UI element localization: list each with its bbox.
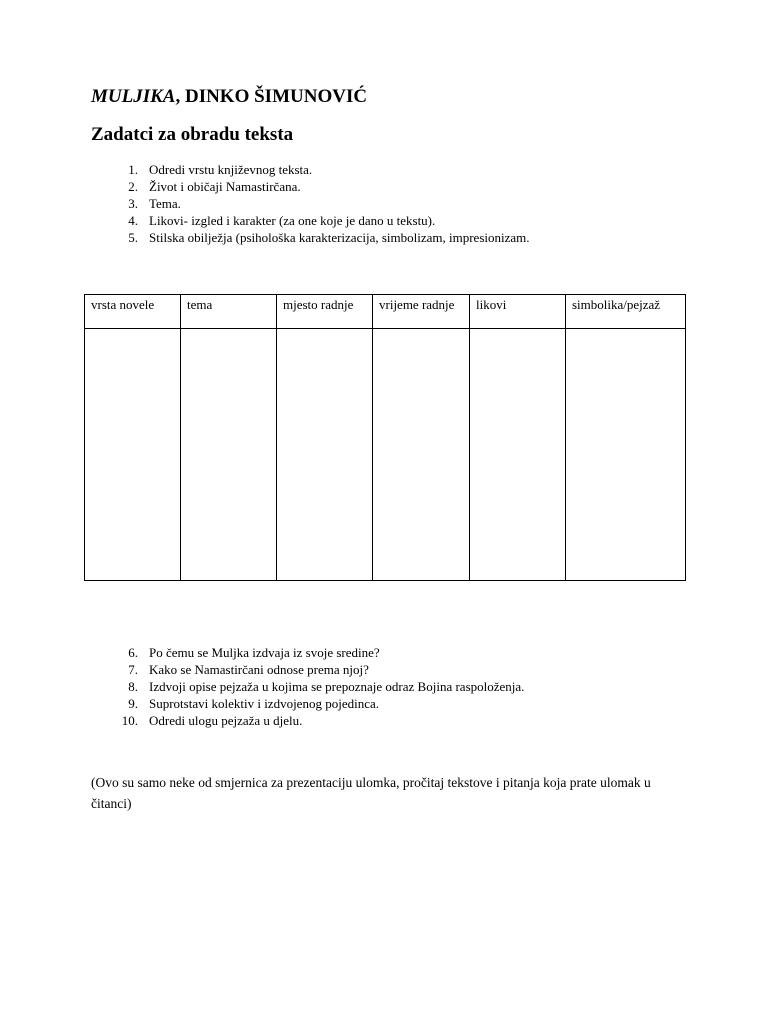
list-item-number: 3.: [128, 196, 138, 211]
table-header-row: [85, 295, 686, 329]
list-item-number: 2.: [128, 179, 138, 194]
analysis-table: [84, 294, 686, 581]
table-header-cell: vrsta novele: [85, 295, 181, 329]
page-title: [91, 86, 367, 108]
list-item: [102, 678, 524, 695]
list-item-text: Likovi- izgled i karakter (za one koje je dano u tekstu).: [149, 213, 436, 228]
list-item-text: Izdvoji opise pejzaža u kojima se prepoznaje odraz Bojina raspoloženja.: [149, 679, 525, 694]
table-empty-cell: [566, 329, 686, 581]
list-item-text: Po čemu se Muljka izdvaja iz svoje sredine?: [149, 645, 380, 660]
list-item-text: Život i običaji Namastirčana.: [149, 179, 301, 194]
title-work-name: MULJIKA: [91, 86, 176, 107]
list-item-text: Tema.: [149, 196, 181, 211]
list-item: [102, 195, 530, 212]
list-item: [102, 712, 524, 729]
list-item: [102, 661, 524, 678]
note-paragraph: (Ovo su samo neke od smjernica za prezentaciju ulomka, pročitaj tekstove i pitanja koja prate ulomak u čitanci): [91, 775, 651, 811]
table-header-cell: likovi: [470, 295, 566, 329]
list-item-number: 7.: [128, 662, 138, 677]
list-item: [102, 229, 530, 246]
list-item-number: 10.: [121, 713, 138, 728]
table-empty-cell: [181, 329, 277, 581]
list-item-number: 9.: [128, 696, 138, 711]
list-item: [102, 695, 524, 712]
list-item-text: Kako se Namastirčani odnose prema njoj?: [149, 662, 369, 677]
list-item: [102, 212, 530, 229]
list-item-text: Odredi ulogu pejzaža u djelu.: [149, 713, 303, 728]
table-empty-cell: [85, 329, 181, 581]
list-item: [102, 644, 524, 661]
list-item-number: 1.: [128, 162, 138, 177]
task-list-part1: [102, 161, 530, 246]
section-heading: Zadatci za obradu teksta: [91, 124, 294, 145]
table-header-cell: vrijeme radnje: [373, 295, 470, 329]
table-row: [85, 329, 686, 581]
table-empty-cell: [277, 329, 373, 581]
list-item-number: 8.: [128, 679, 138, 694]
table-header-cell: mjesto radnje: [277, 295, 373, 329]
table-header-cell: tema: [181, 295, 277, 329]
list-item-number: 4.: [128, 213, 138, 228]
list-item-text: Suprotstavi kolektiv i izdvojenog pojedinca.: [149, 696, 379, 711]
list-item: [102, 161, 530, 178]
list-item-number: 6.: [128, 645, 138, 660]
list-item: [102, 178, 530, 195]
list-item-text: Stilska obilježja (psihološka karakterizacija, simbolizam, impresionizam.: [149, 230, 530, 245]
list-item-text: Odredi vrstu književnog teksta.: [149, 162, 313, 177]
list-item-number: 5.: [128, 230, 138, 245]
title-author: , DINKO ŠIMUNOVIĆ: [175, 86, 368, 107]
table-empty-cell: [373, 329, 470, 581]
task-list-part2: [102, 644, 524, 729]
table-empty-cell: [470, 329, 566, 581]
table-header-cell: simbolika/pejzaž: [566, 295, 686, 329]
